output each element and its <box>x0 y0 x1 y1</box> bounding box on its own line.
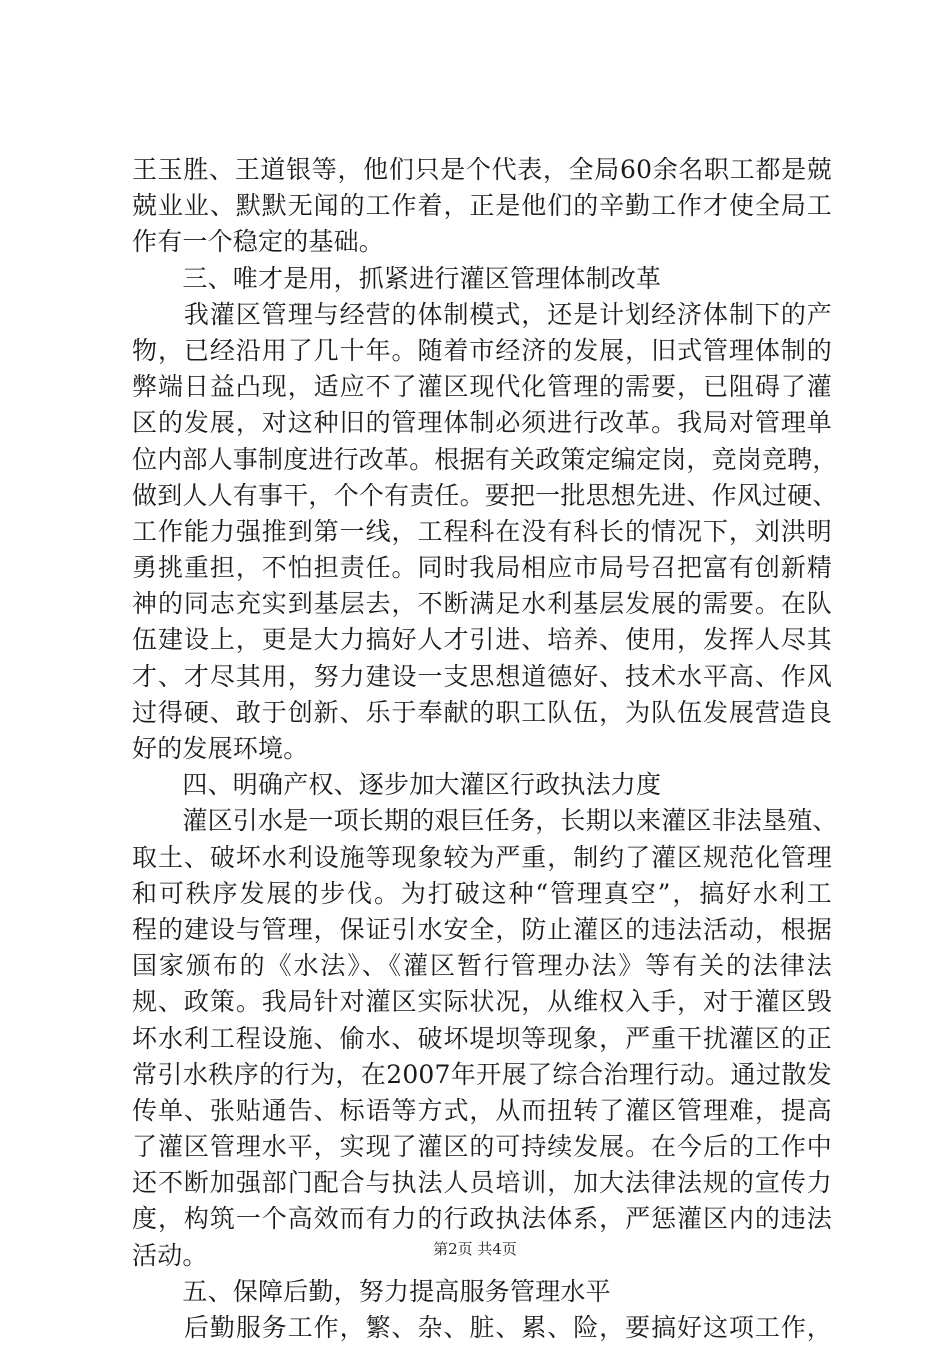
text-line: 了灌区管理水平，实现了灌区的可持续发展。在今后的工作中 <box>132 1132 832 1162</box>
text-line: 勇挑重担，不怕担责任。同时我局相应市局号召把富有创新精 <box>132 553 832 583</box>
text-line: 才、才尽其用，努力建设一支思想道德好、技术水平高、作风 <box>132 661 832 691</box>
text-line: 区的发展，对这种旧的管理体制必须进行改革。我局对管理单 <box>132 408 832 438</box>
text-line: 常引水秩序的行为，在2007年开展了综合治理行动。通过散发 <box>132 1059 832 1089</box>
page-number-footer: 第2页 共4页 <box>433 1240 517 1258</box>
text-line: 坏水利工程设施、偷水、破坏堤坝等现象，严重干扰灌区的正 <box>132 1023 832 1053</box>
text-line: 活动。 <box>132 1240 208 1270</box>
text-line: 我灌区管理与经营的体制模式，还是计划经济体制下的产 <box>132 299 832 329</box>
text-line: 规、政策。我局针对灌区实际状况，从维权入手，对于灌区毁 <box>132 987 832 1017</box>
text-line: 灌区引水是一项长期的艰巨任务，长期以来灌区非法垦殖、 <box>132 806 838 836</box>
text-line: 程的建设与管理，保证引水安全，防止灌区的违法活动，根据 <box>132 914 832 944</box>
text-line: 好的发展环境。 <box>132 734 309 763</box>
body-text <box>132 152 838 1346</box>
text-line: 王玉胜、王道银等，他们只是个代表，全局60余名职工都是兢 <box>132 155 832 184</box>
section-heading: 三、唯才是用，抓紧进行灌区管理体制改革 <box>132 263 662 293</box>
text-line: 过得硬、敢于创新、乐于奉献的职工队伍，为队伍发展营造良 <box>132 697 832 727</box>
text-line: 传单、张贴通告、标语等方式，从而扭转了灌区管理难，提高 <box>132 1095 832 1125</box>
text-line: 作有一个稳定的基础。 <box>132 227 385 257</box>
section-heading: 四、明确产权、逐步加大灌区行政执法力度 <box>132 770 662 800</box>
text-line: 兢业业、默默无闻的工作着，正是他们的辛勤工作才使全局工 <box>132 191 832 221</box>
text-line: 做到人人有事干，个个有责任。要把一批思想先进、作风过硬、 <box>132 480 838 510</box>
text-line: 后勤服务工作，繁、杂、脏、累、险，要搞好这项工作， <box>132 1313 832 1342</box>
section-heading: 五、保障后勤，努力提高服务管理水平 <box>132 1276 611 1306</box>
text-line: 位内部人事制度进行改革。根据有关政策定编定岗，竞岗竞聘， <box>132 444 838 474</box>
text-line: 和可秩序发展的步伐。为打破这种“管理真空”，搞好水利工 <box>132 878 832 908</box>
text-line: 伍建设上，更是大力搞好人才引进、培养、使用，发挥人尽其 <box>132 625 832 655</box>
text-line: 取土、破坏水利设施等现象较为严重，制约了灌区规范化管理 <box>132 842 832 872</box>
text-line: 弊端日益凸现，适应不了灌区现代化管理的需要，已阻碍了灌 <box>132 372 832 402</box>
text-line: 还不断加强部门配合与执法人员培训，加大法律法规的宣传力 <box>132 1168 832 1198</box>
text-line: 国家颁布的《水法》、《灌区暂行管理办法》等有关的法律法 <box>132 951 832 981</box>
text-line: 工作能力强推到第一线，工程科在没有科长的情况下，刘洪明 <box>132 516 832 546</box>
text-line: 度，构筑一个高效而有力的行政执法体系，严惩灌区内的违法 <box>132 1204 832 1234</box>
text-line: 神的同志充实到基层去，不断满足水利基层发展的需要。在队 <box>132 589 832 619</box>
text-line: 物，已经沿用了几十年。随着市经济的发展，旧式管理体制的 <box>132 335 832 365</box>
